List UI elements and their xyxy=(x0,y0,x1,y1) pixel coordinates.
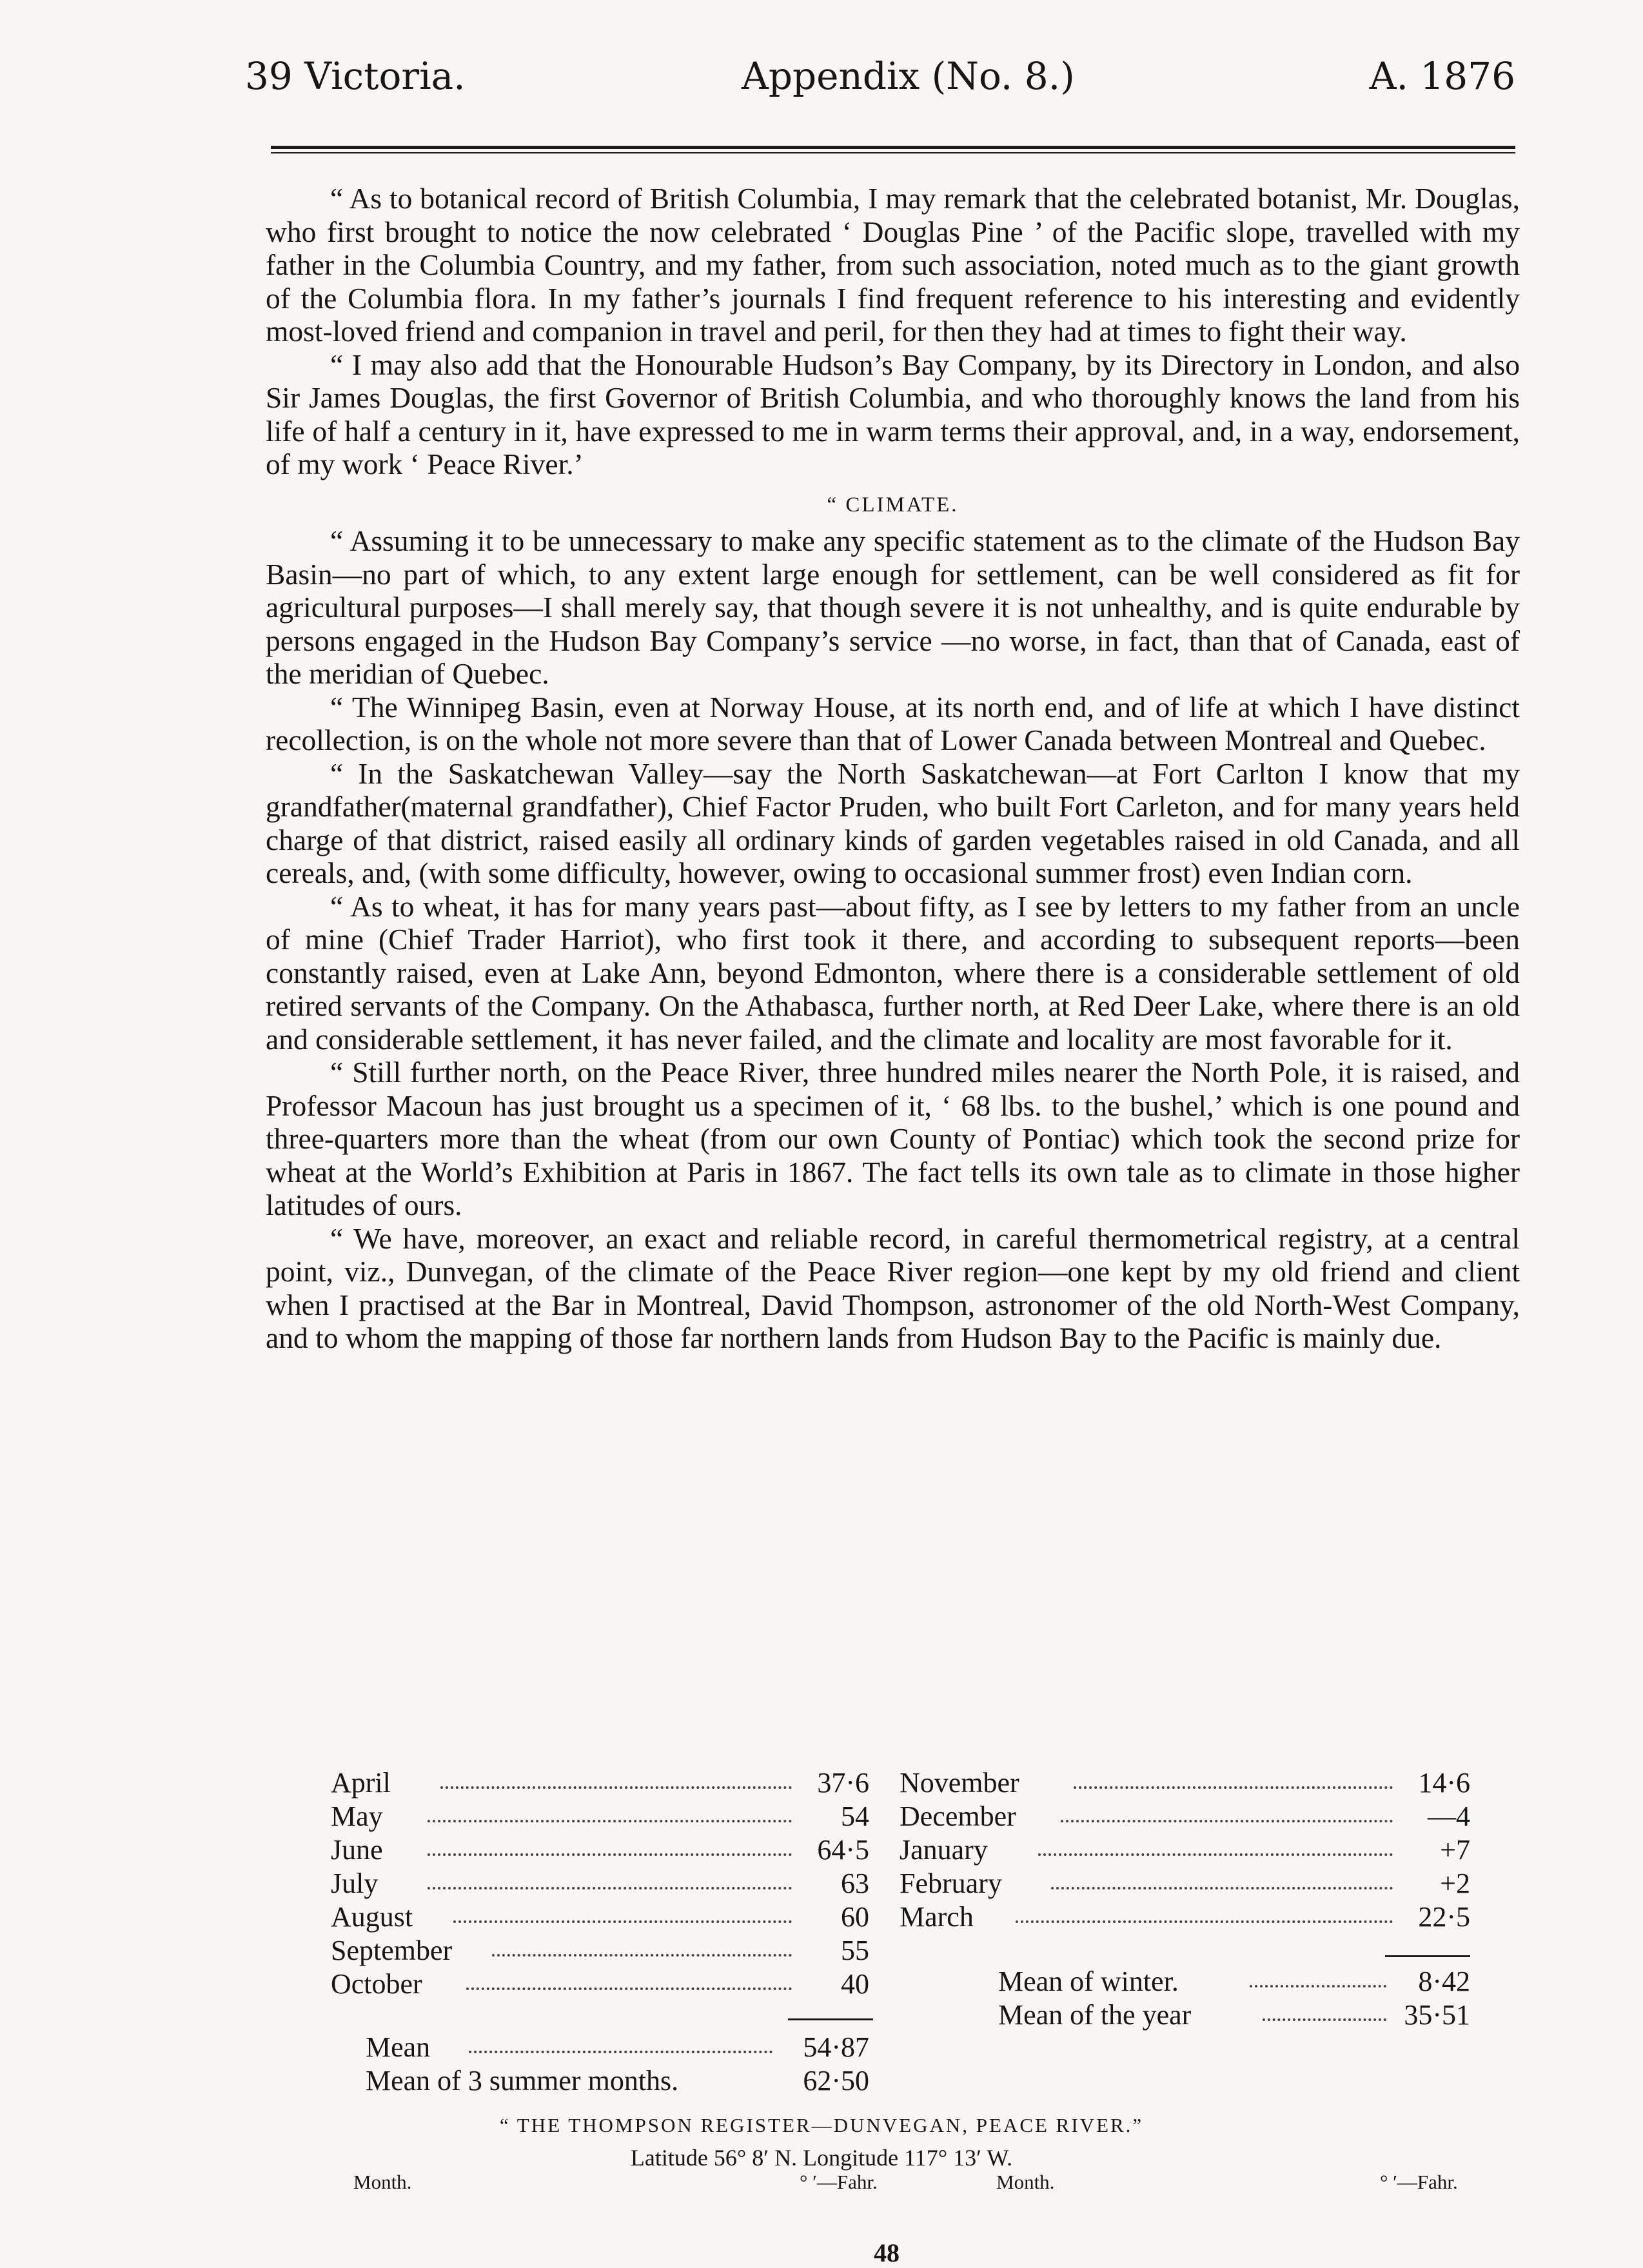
dot-leader xyxy=(1051,1887,1393,1889)
register-subtitle: Latitude 56° 8′ N. Longitude 117° 13′ W. xyxy=(630,2145,1013,2171)
month-label: October xyxy=(331,1968,422,2000)
dot-leader xyxy=(1016,1920,1393,1923)
month-label: April xyxy=(331,1767,391,1799)
header-rule-thin xyxy=(271,152,1515,153)
dot-leader xyxy=(440,1786,792,1789)
month-label: November xyxy=(900,1767,1019,1799)
temperature-value: 54·87 xyxy=(803,2031,869,2063)
temperature-value: —4 xyxy=(1428,1800,1470,1832)
paragraph-endorsement: “ I may also add that the Honourable Hudson’s Bay Company, by its Directory in London, and also Sir James Douglas, the first Governor of British Columbia, and who thoroughly knows the land from his life of half a century in it, have expressed to me in warm terms their approval, and, in a way, endorsement, of my work ‘ Peace River.’ xyxy=(266,348,1520,480)
dot-leader xyxy=(1061,1820,1393,1822)
month-label: July xyxy=(331,1868,379,1899)
dot-leader xyxy=(1074,1786,1393,1789)
dot-leader xyxy=(1263,2018,1386,2021)
header-session: 39 Victoria. xyxy=(245,54,466,98)
column-header-fahr-left: ° ′—Fahr. xyxy=(800,2171,878,2193)
register-row-right xyxy=(900,1834,1470,1866)
column-header-month-left: Month. xyxy=(353,2171,412,2193)
column-header-fahr-right: ° ′—Fahr. xyxy=(1380,2171,1458,2193)
paragraph-botanical: “ As to botanical record of British Columbia, I may remark that the celebrated botanist, Mr. Douglas, who first brought to notice the now celebrated ‘ Douglas Pine ’ of the Pacific slope, travelled with my father in the Columbia Country, and my father, from such association, noted much as to the giant growth of the Columbia flora. In my father’s journals I find frequent reference to his interesting and evidently most-loved friend and companion in travel and peril, for then they had at times to fight their way. xyxy=(266,182,1520,348)
register-row-mean-year xyxy=(998,1999,1470,2031)
register-row-left xyxy=(331,1935,869,1967)
temperature-value: 40 xyxy=(841,1968,869,2000)
header-year: A. 1876 xyxy=(1369,54,1515,98)
month-label: March xyxy=(900,1901,974,1933)
paragraph-saskatchewan: “ In the Saskatchewan Valley—say the North Saskatchewan—at Fort Carlton I know that my grandfather(maternal grandfather), Chief Factor Pruden, who built Fort Carleton, and for many years held charge of that district, raised easily all ordinary kinds of garden vegetables raised in old Canada, and all cereals, and, (with some difficulty, however, owing to occasional summer frost) even Indian corn. xyxy=(266,756,1520,889)
month-label: September xyxy=(331,1935,453,1966)
dot-leader xyxy=(469,2051,772,2053)
temperature-value: 64·5 xyxy=(817,1834,869,1866)
month-label: May xyxy=(331,1800,383,1832)
header-rule xyxy=(271,146,1515,149)
temperature-value: 14·6 xyxy=(1418,1767,1470,1799)
header-appendix: Appendix (No. 8.) xyxy=(742,54,1075,98)
month-label: August xyxy=(331,1901,413,1933)
dot-leader xyxy=(466,1987,792,1990)
temperature-value: 62·50 xyxy=(803,2065,869,2096)
register-row-left xyxy=(331,1800,869,1833)
paragraph-winnipeg: “ The Winnipeg Basin, even at Norway House, at its north end, and of life at which I have distinct recollection, is on the whole not more severe than that of Lower Canada between Montreal and Quebec. xyxy=(266,690,1520,756)
register-row-right xyxy=(900,1868,1470,1900)
month-label: January xyxy=(900,1834,988,1866)
register-row-mean-summer xyxy=(366,2065,869,2097)
month-label: Mean of the year xyxy=(998,1999,1192,2031)
paragraph-hudson-bay: “ Assuming it to be unnecessary to make any specific statement as to the climate of the Hudson Bay Basin—no part of which, to any extent large enough for settlement, can be well considered as fit for agricultural purposes—I shall merely say, that though severe it is not unhealthy, and is quite endurable by persons engaged in the Hudson Bay Company’s service —no worse, in fact, than that of Canada, east of the meridian of Quebec. xyxy=(266,524,1520,690)
register-row-mean xyxy=(366,2031,869,2064)
register-row-left xyxy=(331,1901,869,1933)
temperature-value: 8·42 xyxy=(1418,1966,1470,1997)
dot-leader xyxy=(453,1920,792,1923)
climate-heading: “ CLIMATE. xyxy=(827,493,959,517)
temperature-value: +2 xyxy=(1440,1868,1470,1899)
temperature-value: 55 xyxy=(841,1935,869,1966)
month-label: Mean xyxy=(366,2031,431,2063)
column-header-month-right: Month. xyxy=(996,2171,1055,2193)
register-row-left xyxy=(331,1767,869,1799)
temperature-value: 63 xyxy=(841,1868,869,1899)
month-label: February xyxy=(900,1868,1002,1899)
page-number: 48 xyxy=(874,2238,900,2267)
dot-leader xyxy=(428,1853,792,1856)
register-row-left xyxy=(331,1968,869,2000)
temperature-value: 35·51 xyxy=(1404,1999,1470,2031)
temperature-value: 54 xyxy=(841,1800,869,1832)
dot-leader xyxy=(1038,1853,1393,1856)
month-label: Mean of 3 summer months. xyxy=(366,2065,679,2096)
paragraph-peace-river: “ Still further north, on the Peace River, three hundred miles nearer the North Pole, it is raised, and Professor Macoun has just brought us a specimen of it, ‘ 68 lbs. to the bushel,’ which is one pound and three-quarters more than the wheat (from our own County of Pontiac) which took the second prize for wheat at the World’s Exhibition at Paris in 1867. The fact tells its own tale as to climate in those higher latitudes of ours. xyxy=(266,1056,1520,1221)
temperature-value: 60 xyxy=(841,1901,869,1933)
register-row-left xyxy=(331,1834,869,1866)
temperature-value: 37·6 xyxy=(817,1767,869,1799)
dot-leader xyxy=(1250,1985,1386,1987)
paragraph-wheat: “ As to wheat, it has for many years past—about fifty, as I see by letters to my father from an uncle of mine (Chief Trader Harriot), who first took it there, and according to subsequent reports—been constantly raised, even at Lake Ann, beyond Edmonton, where there is a considerable settlement of old retired servants of the Company. On the Athabasca, further north, at Red Deer Lake, where there is an old and considerable settlement, it has never failed, and the climate and locality are most favorable for it. xyxy=(266,889,1520,1056)
paragraph-dunvegan: “ We have, moreover, an exact and reliable record, in careful thermometrical registry, at a central point, viz., Dunvegan, of the climate of the Peace River region—one kept by my old friend and client when I practised at the Bar in Montreal, David Thompson, astronomer of the old North-West Company, and to whom the mapping of those far northern lands from Hudson Bay to the Pacific is mainly due. xyxy=(266,1221,1520,1354)
left-sum-rule xyxy=(788,2018,873,2020)
right-sum-rule xyxy=(1385,1955,1470,1957)
register-row-left xyxy=(331,1868,869,1900)
month-label: December xyxy=(900,1800,1016,1832)
body-text xyxy=(266,182,1520,1355)
register-row-right xyxy=(900,1901,1470,1933)
temperature-value: 22·5 xyxy=(1418,1901,1470,1933)
register-row-right xyxy=(900,1800,1470,1833)
month-label: Mean of winter. xyxy=(998,1966,1179,1997)
dot-leader xyxy=(428,1820,792,1822)
register-row-right xyxy=(900,1767,1470,1799)
temperature-value: +7 xyxy=(1440,1834,1470,1866)
month-label: June xyxy=(331,1834,383,1866)
dot-leader xyxy=(492,1954,792,1957)
dot-leader xyxy=(428,1887,792,1889)
register-title: “ THE THOMPSON REGISTER—DUNVEGAN, PEACE RIVER.” xyxy=(499,2114,1144,2136)
page-header xyxy=(245,54,1515,112)
register-row-mean-winter xyxy=(998,1966,1470,1998)
